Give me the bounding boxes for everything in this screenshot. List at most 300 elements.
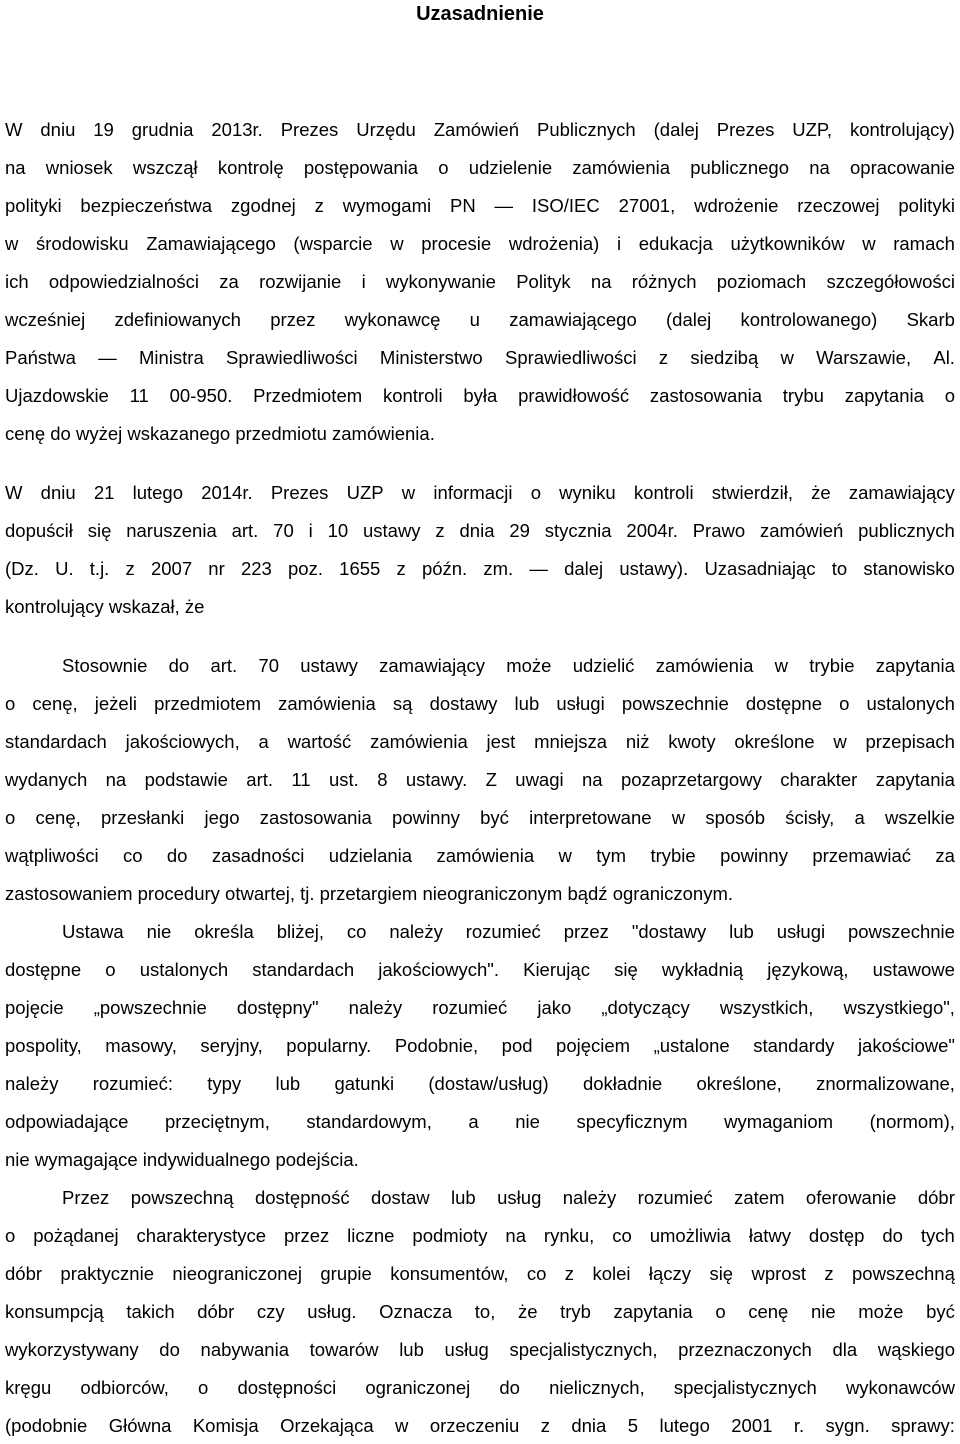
word: udzielić: [572, 655, 635, 676]
word: do: [499, 1377, 520, 1398]
word: Sprawiedliwości: [504, 347, 637, 368]
word: wymaganiom: [724, 1111, 834, 1132]
word: sposób: [705, 807, 766, 828]
word: i: [361, 271, 366, 292]
word: zamawiający: [379, 655, 485, 676]
word: ustalonych: [866, 693, 955, 714]
word: standardy: [753, 1035, 835, 1056]
word: art.: [231, 520, 259, 541]
word: o: [5, 807, 16, 828]
word: to,: [474, 1301, 496, 1322]
word: zapytania: [875, 769, 955, 790]
word: o: [105, 959, 116, 980]
word: cenę: [748, 1301, 789, 1322]
word: sygn.: [825, 1415, 870, 1436]
word: różnych: [631, 271, 697, 292]
word: wniosek: [45, 157, 113, 178]
word: zm.: [483, 558, 514, 579]
word: konsumpcją: [5, 1301, 104, 1322]
word: bliżej,: [276, 921, 325, 942]
word: "dostawy: [631, 921, 707, 942]
word: cenę,: [32, 693, 78, 714]
word: „powszechnie: [93, 997, 207, 1018]
word: nabywania: [200, 1339, 289, 1360]
word: dóbr: [5, 1263, 43, 1284]
paragraph-3-line-2: [5, 689, 955, 719]
word: się: [709, 1263, 734, 1284]
paragraph-5-line-1: [62, 1183, 955, 1213]
word: Przedmiotem: [253, 385, 363, 406]
word: rozumieć: [637, 1187, 713, 1208]
paragraph-5-line-3: [5, 1259, 955, 1289]
word: dostaw: [370, 1187, 430, 1208]
paragraph-3-line-7: zastosowaniem procedury otwartej, tj. przetargiem nieograniczonym bądź ograniczonym.: [5, 883, 734, 904]
word: dalej: [564, 558, 604, 579]
word: o: [944, 385, 955, 406]
word: dokładnie: [582, 1073, 663, 1094]
word: naruszenia: [126, 520, 217, 541]
word: zamówienia: [370, 731, 468, 752]
word: w: [401, 482, 416, 503]
word: ustawy.: [405, 769, 468, 790]
word: określone,: [696, 1073, 782, 1094]
word: wątpliwości: [5, 845, 99, 866]
paragraph-1-line-8: [5, 381, 955, 411]
word: ISO/IEC: [531, 195, 600, 216]
word: kwoty: [668, 731, 716, 752]
word: a: [258, 731, 269, 752]
word: seryjny,: [200, 1035, 263, 1056]
word: do: [166, 845, 188, 866]
word: nieograniczonej: [172, 1263, 302, 1284]
word: polityki: [898, 195, 955, 216]
word: dnia: [459, 520, 495, 541]
word: Ujazdowskie: [5, 385, 109, 406]
paragraph-2-line-2: [5, 516, 955, 546]
word: art.: [246, 769, 274, 790]
word: nie: [810, 1301, 836, 1322]
word: przeznaczonych: [678, 1339, 812, 1360]
word: kolei: [592, 1263, 631, 1284]
word: Uzasadniając: [704, 558, 816, 579]
word: W: [5, 119, 23, 140]
word: na: [505, 1225, 526, 1246]
word: z: [564, 1263, 575, 1284]
word: kontrolowanego): [740, 309, 878, 330]
word: w: [558, 845, 572, 866]
word: mniejsza: [534, 731, 608, 752]
paragraph-4-line-5: [5, 1069, 955, 1099]
word: 11: [291, 769, 311, 790]
word: 11: [129, 385, 149, 406]
word: na: [582, 769, 603, 790]
word: u: [469, 309, 480, 330]
word: na: [105, 769, 127, 790]
word: kontroli: [633, 482, 694, 503]
word: rozwijanie: [259, 271, 342, 292]
word: jeżeli: [94, 693, 137, 714]
word: przedmiotem: [154, 693, 261, 714]
word: dopuścił: [5, 520, 73, 541]
word: przeciętnym,: [164, 1111, 270, 1132]
word: Prezes: [280, 119, 339, 140]
paragraph-1-line-7: [5, 343, 955, 373]
word: wydanych: [5, 769, 88, 790]
word: (normom),: [869, 1111, 955, 1132]
paragraph-5-line-2: [5, 1221, 955, 1251]
word: typy: [207, 1073, 242, 1094]
word: w: [862, 233, 876, 254]
word: —: [494, 195, 514, 216]
word: ograniczonej: [365, 1377, 471, 1398]
word: kręgu: [5, 1377, 52, 1398]
word: w: [833, 731, 847, 752]
word: wdrożenia): [508, 233, 600, 254]
word: Ministerstwo: [379, 347, 483, 368]
word: 10: [327, 520, 349, 541]
word: o: [839, 693, 850, 714]
word: z: [435, 520, 445, 541]
word: U.: [55, 558, 74, 579]
word: są: [392, 693, 413, 714]
word: (podobnie: [5, 1415, 88, 1436]
word: Polityk: [516, 271, 571, 292]
word: a: [468, 1111, 479, 1132]
word: jakościowych".: [378, 959, 499, 980]
word: że: [811, 482, 831, 503]
word: 2013r.: [211, 119, 263, 140]
paragraph-2-line-3: [5, 554, 955, 584]
word: powszechną: [130, 1187, 234, 1208]
word: co: [612, 1225, 632, 1246]
word: zdefiniowanych: [114, 309, 241, 330]
paragraph-4-line-3: [5, 993, 955, 1023]
word: nie: [146, 921, 172, 942]
paragraph-5-line-6: [5, 1373, 955, 1403]
word: o: [438, 157, 449, 178]
word: W: [5, 482, 23, 503]
word: za: [219, 271, 239, 292]
paragraph-1-line-3: [5, 191, 955, 221]
word: konsumentów,: [390, 1263, 509, 1284]
word: wszelkie: [884, 807, 955, 828]
word: ustawowe: [872, 959, 955, 980]
word: użytkowników: [730, 233, 845, 254]
paragraph-4-line-2: [5, 955, 955, 985]
word: 29: [509, 520, 530, 541]
word: określone: [734, 731, 815, 752]
word: lub: [451, 1187, 476, 1208]
word: dostępności: [237, 1377, 337, 1398]
paragraph-5-line-4: [5, 1297, 955, 1327]
word: nr: [208, 558, 225, 579]
word: wykonawcę: [344, 309, 441, 330]
word: jest: [486, 731, 516, 752]
word: być: [480, 807, 509, 828]
word: (dalej: [666, 309, 712, 330]
word: o: [530, 482, 541, 503]
word: publicznego: [690, 157, 789, 178]
word: Orzekająca: [280, 1415, 374, 1436]
word: 2007: [150, 558, 193, 579]
word: zastosowania: [649, 385, 763, 406]
word: pożądanej: [33, 1225, 119, 1246]
word: wąskiego: [877, 1339, 955, 1360]
word: ramach: [893, 233, 955, 254]
word: rzeczowej: [797, 195, 880, 216]
word: wprost: [751, 1263, 806, 1284]
word: powszechnie: [621, 693, 729, 714]
word: ustawy: [300, 655, 358, 676]
word: specjalistycznych,: [509, 1339, 658, 1360]
word: późn.: [421, 558, 468, 579]
word: Podobnie,: [394, 1035, 479, 1056]
word: —: [529, 558, 548, 579]
word: ścisły,: [785, 807, 835, 828]
word: Sprawiedliwości: [226, 347, 358, 368]
paragraph-3-line-4: [5, 765, 955, 795]
word: (dalej: [653, 119, 699, 140]
word: trybie: [650, 845, 696, 866]
word: a: [854, 807, 865, 828]
word: dostęp: [808, 1225, 865, 1246]
word: Ministra: [139, 347, 204, 368]
paragraph-1-line-4: [5, 229, 955, 259]
word: 27001,: [618, 195, 676, 216]
word: wdrożenie: [694, 195, 779, 216]
word: ustalonych: [139, 959, 229, 980]
word: w: [395, 1415, 409, 1436]
word: z: [658, 347, 669, 368]
word: być: [926, 1301, 955, 1322]
word: 70: [258, 655, 279, 676]
word: 5: [627, 1415, 639, 1436]
word: grudnia: [131, 119, 194, 140]
word: należy: [389, 921, 443, 942]
word: znormalizowane,: [816, 1073, 955, 1094]
word: może: [506, 655, 552, 676]
word: UZP,: [792, 119, 833, 140]
paragraph-4-line-4: [5, 1031, 955, 1061]
word: należy: [5, 1073, 59, 1094]
word: Z: [485, 769, 497, 790]
word: stycznia: [544, 520, 612, 541]
word: wykładnią: [661, 959, 744, 980]
word: wymogami: [342, 195, 432, 216]
word: w: [780, 347, 794, 368]
word: lutego: [659, 1415, 710, 1436]
word: się: [614, 959, 638, 980]
word: językową,: [767, 959, 849, 980]
word: powinny: [720, 845, 788, 866]
word: cenę,: [35, 807, 81, 828]
word: odbiorców,: [80, 1377, 169, 1398]
word: lub: [275, 1073, 301, 1094]
word: bezpieczeństwa: [80, 195, 213, 216]
word: ustawy).: [619, 558, 689, 579]
word: co: [526, 1263, 547, 1284]
word: Ustawa: [62, 921, 124, 942]
word: co: [346, 921, 367, 942]
word: w: [774, 655, 788, 676]
word: Publicznych: [537, 119, 636, 140]
word: zgodnej: [230, 195, 296, 216]
word: interpretowane: [529, 807, 652, 828]
word: Urzędu: [356, 119, 416, 140]
word: co: [122, 845, 143, 866]
word: dostępne: [745, 693, 822, 714]
word: Komisja: [192, 1415, 259, 1436]
word: zapytania: [844, 385, 924, 406]
word: zasadności: [211, 845, 305, 866]
word: w: [671, 807, 686, 828]
word: towarów: [309, 1339, 379, 1360]
word: przemawiać: [812, 845, 912, 866]
word: Stosownie: [62, 655, 148, 676]
word: zamówienia: [655, 655, 754, 676]
word: (Dz.: [5, 558, 39, 579]
word: stwierdził,: [711, 482, 793, 503]
word: postępowania: [303, 157, 419, 178]
word: odpowiadające: [5, 1111, 129, 1132]
word: ustawy: [362, 520, 421, 541]
word: zamówień: [760, 520, 844, 541]
word: w: [5, 233, 19, 254]
word: dostępny": [236, 997, 319, 1018]
word: Prezes: [716, 119, 775, 140]
word: rozumieć: [432, 997, 508, 1018]
paragraph-1-line-5: [5, 267, 955, 297]
word: rozumieć:: [92, 1073, 173, 1094]
word: kontroli: [382, 385, 443, 406]
word: Warszawie,: [816, 347, 912, 368]
word: Skarb: [906, 309, 955, 330]
word: wyniku: [559, 482, 616, 503]
word: „ustalone: [653, 1035, 730, 1056]
word: liczne: [347, 1225, 395, 1246]
word: standardach: [252, 959, 355, 980]
word: zamawiającego: [509, 309, 637, 330]
paragraph-1-line-9: cenę do wyżej wskazanego przedmiotu zamówienia.: [5, 423, 435, 444]
word: jako: [537, 997, 572, 1018]
word: na: [5, 157, 26, 178]
word: jakościowe": [857, 1035, 955, 1056]
word: zatem: [734, 1187, 785, 1208]
word: może: [858, 1301, 904, 1322]
word: powszechnie: [847, 921, 955, 942]
word: o: [5, 1225, 16, 1246]
word: lub: [399, 1339, 424, 1360]
word: za: [935, 845, 955, 866]
word: z: [125, 558, 135, 579]
paragraph-2-line-1: [5, 478, 955, 508]
word: Oznacza: [379, 1301, 453, 1322]
word: (dostaw/usług): [428, 1073, 549, 1094]
word: określa: [194, 921, 254, 942]
word: dostępne: [5, 959, 82, 980]
word: ust.: [328, 769, 359, 790]
word: 19: [93, 119, 114, 140]
word: usług.: [307, 1301, 357, 1322]
word: oferowanie: [805, 1187, 897, 1208]
paragraph-2-line-4: kontrolujący wskazał, że: [5, 596, 205, 617]
word: dla: [832, 1339, 858, 1360]
word: z: [824, 1263, 834, 1284]
word: dnia: [571, 1415, 607, 1436]
word: trybie: [809, 655, 855, 676]
word: tych: [920, 1225, 955, 1246]
word: udzielania: [328, 845, 413, 866]
word: wykorzystywany: [5, 1339, 139, 1360]
word: edukacja: [638, 233, 713, 254]
word: 21: [93, 482, 115, 503]
word: specjalistycznych: [673, 1377, 817, 1398]
word: masowy,: [105, 1035, 177, 1056]
paragraph-5-line-7: [5, 1411, 955, 1441]
word: do: [168, 655, 190, 676]
word: czy: [256, 1301, 285, 1322]
word: umożliwia: [649, 1225, 731, 1246]
word: usług: [497, 1187, 542, 1208]
word: rynku,: [543, 1225, 595, 1246]
word: przez: [270, 309, 316, 330]
word: gatunki: [334, 1073, 395, 1094]
word: popularny.: [286, 1035, 372, 1056]
paragraph-1-line-6: [5, 305, 955, 335]
word: powszechną: [852, 1263, 955, 1284]
word: Zamawiającego: [146, 233, 276, 254]
word: w: [390, 233, 404, 254]
word: prawidłowość: [518, 385, 630, 406]
word: że: [517, 1301, 538, 1322]
document-title: Uzasadnienie: [416, 3, 544, 25]
word: lutego: [132, 482, 183, 503]
word: Al.: [933, 347, 955, 368]
word: przesłanki: [101, 807, 185, 828]
word: wcześniej: [5, 309, 86, 330]
word: przez: [284, 1225, 330, 1246]
word: poziomach: [716, 271, 807, 292]
word: dniu: [40, 482, 76, 503]
word: Państwa: [5, 347, 76, 368]
word: dóbr: [917, 1187, 955, 1208]
word: nie: [515, 1111, 540, 1132]
word: rozumieć: [465, 921, 541, 942]
paragraph-3-line-3: [5, 727, 955, 757]
word: na: [590, 271, 612, 292]
word: PN: [449, 195, 476, 216]
paragraph-4-line-7: nie wymagające indywidualnego podejścia.: [5, 1149, 359, 1170]
word: pod: [501, 1035, 533, 1056]
word: polityki: [5, 195, 62, 216]
word: zamówienia: [278, 693, 376, 714]
word: dóbr: [197, 1301, 235, 1322]
word: trybu: [782, 385, 824, 406]
word: usługi: [776, 921, 826, 942]
word: łatwy: [748, 1225, 791, 1246]
paragraph-3-line-6: [5, 841, 955, 871]
word: do: [882, 1225, 903, 1246]
word: szczegółowości: [826, 271, 955, 292]
word: zamawiający: [848, 482, 955, 503]
word: poz.: [288, 558, 323, 579]
word: zapytania: [875, 655, 955, 676]
word: t.j.: [89, 558, 110, 579]
word: opracowanie: [850, 157, 955, 178]
word: Prezes: [270, 482, 329, 503]
word: dostawy: [429, 693, 498, 714]
word: art.: [210, 655, 238, 676]
